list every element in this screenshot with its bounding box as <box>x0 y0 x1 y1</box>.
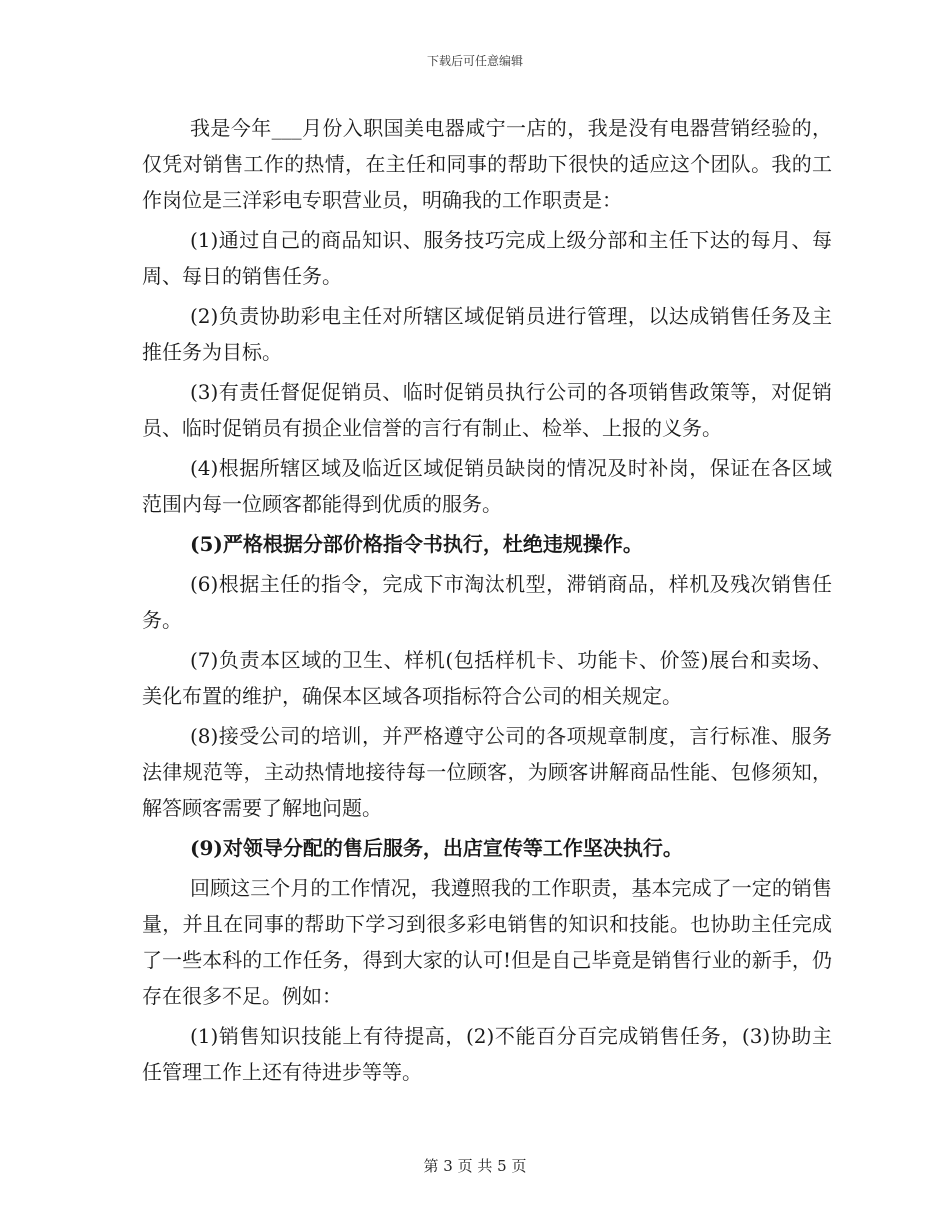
paragraph-duty-4: (4)根据所辖区域及临近区域促销员缺岗的情况及时补岗，保证在各区域范围内每一位顾客都能得到优质的服务。 <box>142 456 832 516</box>
paragraph-duty-2: (2)负责协助彩电主任对所辖区域促销员进行管理，以达成销售任务及主推任务为目标。 <box>142 304 832 364</box>
paragraph-duty-1: (1)通过自己的商品知识、服务技巧完成上级分部和主任下达的每月、每周、每日的销售任务。 <box>142 228 832 288</box>
document-body <box>142 110 832 1094</box>
paragraph-intro: 我是今年___月份入职国美电器咸宁一店的，我是没有电器营销经验的，仅凭对销售工作的热情，在主任和同事的帮助下很快的适应这个团队。我的工作岗位是三洋彩电专职营业员，明确我的工作职责是： <box>142 116 832 212</box>
paragraph-shortcomings: (1)销售知识技能上有待提高，(2)不能百分百完成销售任务，(3)协助主任管理工作上还有待进步等等。 <box>142 1024 832 1084</box>
paragraph-duty-7: (7)负责本区域的卫生、样机(包括样机卡、功能卡、价签)展台和卖场、美化布置的维护，确保本区域各项指标符合公司的相关规定。 <box>142 648 832 708</box>
page-footer: 第 3 页 共 5 页 <box>423 1157 527 1175</box>
paragraph-duty-9: (9)对领导分配的售后服务，出店宣传等工作坚决执行。 <box>190 836 683 860</box>
paragraph-duty-6: (6)根据主任的指令，完成下市淘汰机型，滞销商品，样机及残次销售任务。 <box>142 572 832 632</box>
page-header: 下载后可任意编辑 <box>426 54 523 68</box>
paragraph-review: 回顾这三个月的工作情况，我遵照我的工作职责，基本完成了一定的销售量，并且在同事的帮助下学习到很多彩电销售的知识和技能。也协助主任完成了一些本科的工作任务，得到大家的认可!但是自己毕竟是销售行业的新手，仍存在很多不足。例如： <box>142 876 832 1008</box>
paragraph-duty-5: (5)严格根据分部价格指令书执行，杜绝违规操作。 <box>190 532 643 556</box>
paragraph-duty-3: (3)有责任督促促销员、临时促销员执行公司的各项销售政策等，对促销员、临时促销员有损企业信誉的言行有制止、检举、上报的义务。 <box>142 380 832 440</box>
paragraph-duty-8: (8)接受公司的培训，并严格遵守公司的各项规章制度，言行标准、服务法律规范等，主动热情地接待每一位顾客，为顾客讲解商品性能、包修须知，解答顾客需要了解地问题。 <box>142 724 832 820</box>
